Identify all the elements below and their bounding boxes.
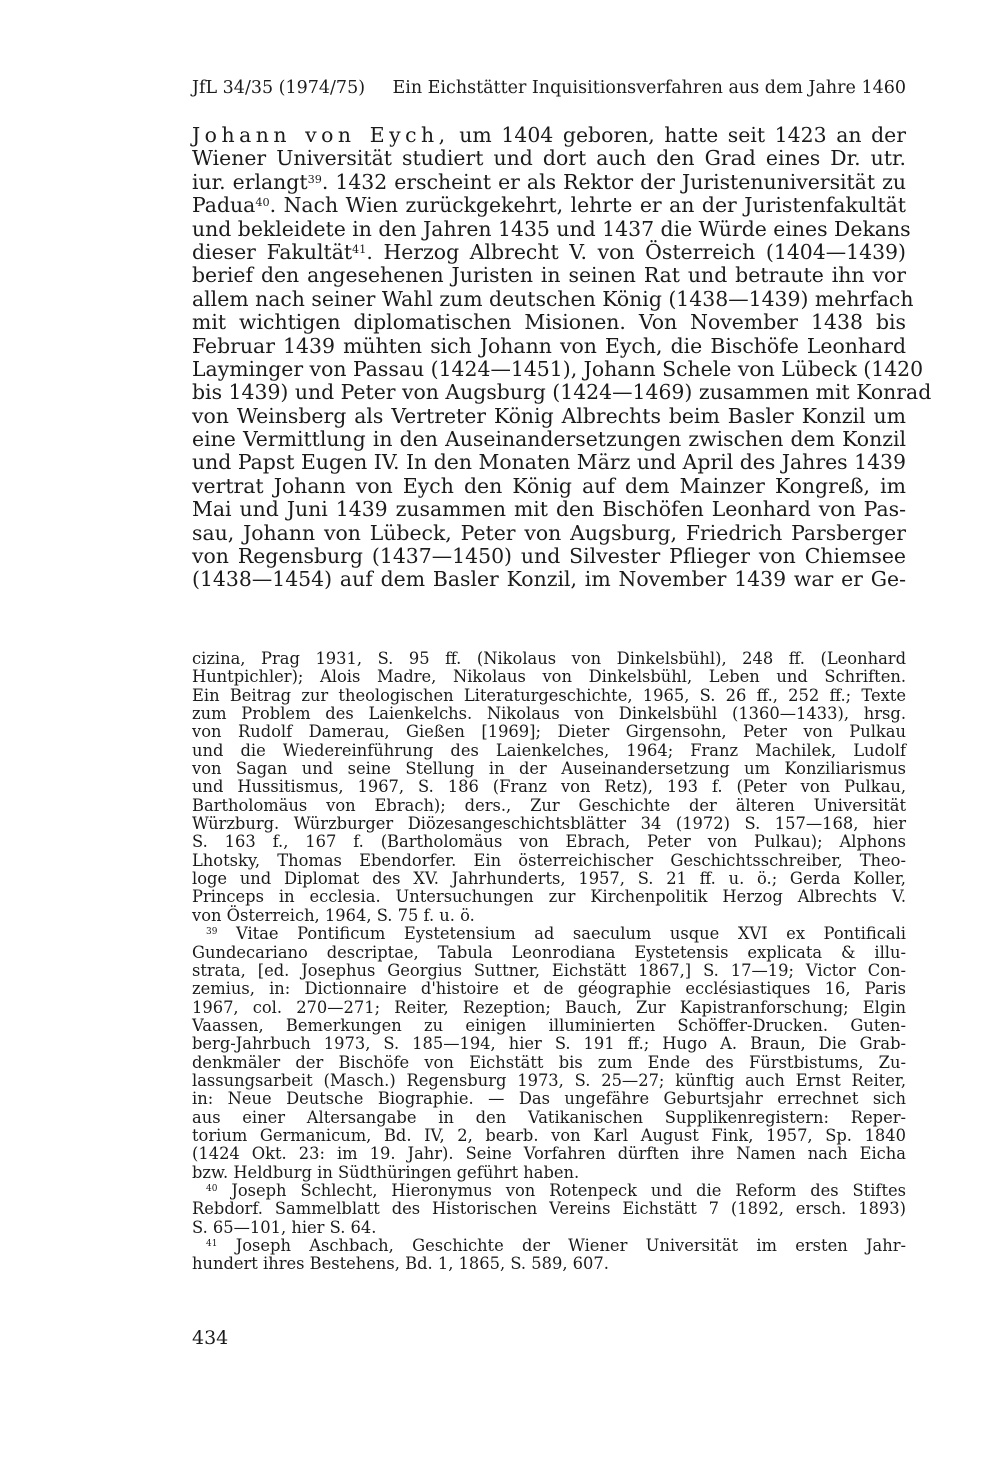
body-line: Layminger von Passau (1424—1451), Johann Schele von Lübeck (1420: [192, 356, 924, 381]
body-line: von Regensburg (1437—1450) und Silvester Pflieger von Chiemsee: [192, 544, 906, 569]
body-line: von Weinsberg als Vertreter König Albrechts beim Basler Konzil um: [192, 403, 906, 428]
footnote-line: und Hussitismus, 1967, S. 186 (Franz von Retz), 193 f. (Peter von Pulkau,: [192, 777, 906, 797]
body-line: iur. erlangt$^{39}$. 1432 erscheint er als Rektor der Juristenuniversität zu: [192, 169, 907, 194]
body-line: mit wichtigen diplomatischen Misionen. Von November 1438 bis: [192, 310, 906, 335]
name-emphasis: Johann von Eych,: [192, 123, 450, 147]
body-line: vertrat Johann von Eych den König auf dem Mainzer Kongreß, im: [192, 473, 906, 498]
body-line: eine Vermittlung in den Auseinandersetzungen zwischen dem Konzil: [192, 427, 906, 452]
footnote-line: S. 65—101, hier S. 64.: [192, 1217, 377, 1237]
body-line: Mai und Juni 1439 zusammen mit den Bischöfen Leonhard von Pas-: [192, 497, 906, 522]
body-line: allem nach seiner Wahl zum deutschen König (1438—1439) mehrfach: [192, 286, 914, 311]
footnote-ref-39[interactable]: 39: [307, 172, 322, 186]
footnote-line: denkmäler der Bischöfe von Eichstätt bis zum Ende des Fürstbistums, Zu-: [192, 1052, 906, 1072]
body-line: berief den angesehenen Juristen in seinen Rat und betraute ihn vor: [192, 263, 906, 288]
article-title: Ein Eichstätter Inquisitionsverfahren aus dem Jahre 1460: [392, 78, 906, 98]
footnote-line: aus einer Altersangabe in den Vatikanischen Supplikenregistern: Reper-: [192, 1107, 906, 1127]
footnote-number-40: 40: [206, 1184, 218, 1195]
footnote-39-first-line: $^{39}$ Vitae Pontificum Eystetensium ad saeculum usque XVI ex Pontificali: [206, 924, 906, 944]
footnote-line: Gundecariano descriptae, Tabula Leonrodiana Eystetensis explicata & illu-: [192, 942, 906, 962]
footnote-line: S. 163 f., 167 f. (Bartholomäus von Ebrach, Peter von Pulkau); Alphons: [192, 832, 906, 852]
footnote-41-first-line: $^{41}$ Joseph Aschbach, Geschichte der Wiener Universität im ersten Jahr-: [206, 1236, 906, 1255]
body-line: Wiener Universität studiert und dort auch den Grad eines Dr. utr.: [192, 146, 906, 171]
footnote-line: torium Germanicum, Bd. IV, 2, bearb. von Karl August Fink, 1957, Sp. 1840: [192, 1125, 906, 1145]
footnote-number-41: 41: [206, 1239, 218, 1250]
footnote-line: Lhotsky, Thomas Ebendorfer. Ein österreichischer Geschichtsschreiber, Theo-: [192, 850, 906, 870]
body-line: bis 1439) und Peter von Augsburg (1424—1469) zusammen mit Konrad: [192, 380, 932, 405]
footnote-line: zum Problem des Laienkelchs. Nikolaus von Dinkelsbühl (1360—1433), hrsg.: [192, 704, 906, 724]
main-body-text: [192, 123, 932, 592]
footnote-line: Würzburg. Würzburger Diözesangeschichtsblätter 34 (1972) S. 157—168, hier: [192, 814, 906, 834]
body-line: (1438—1454) auf dem Basler Konzil, im November 1439 war er Ge-: [192, 567, 906, 592]
footnote-line: lassungsarbeit (Masch.) Regensburg 1973, S. 25—27; künftig auch Ernst Reiter,: [192, 1070, 906, 1090]
footnote-line: bzw. Heldburg in Südthüringen geführt haben.: [192, 1162, 580, 1182]
footnote-line: (1424 Okt. 23: im 19. Jahr). Seine Vorfahren dürften ihre Namen nach Eicha: [192, 1144, 906, 1164]
journal-reference: JfL 34/35 (1974/75): [192, 78, 366, 98]
footnote-line: Bartholomäus von Ebrach); ders., Zur Geschichte der älteren Universität: [192, 795, 906, 815]
footnote-line: Vaassen, Bemerkungen zu einigen illuminierten Schöffer-Drucken. Guten-: [192, 1015, 906, 1035]
footnote-line: 1967, col. 270—271; Reiter, Rezeption; Bauch, Zur Kapistranforschung; Elgin: [192, 997, 906, 1017]
footnote-line: strata, [ed. Josephus Georgius Suttner, Eichstätt 1867,] S. 17—19; Victor Con-: [192, 960, 906, 980]
footnote-line: hundert ihres Bestehens, Bd. 1, 1865, S. 589, 607.: [192, 1254, 609, 1274]
body-line: Padua$^{40}$. Nach Wien zurückgekehrt, lehrte er an der Juristenfakultät: [192, 193, 906, 218]
footnote-line: und die Wiedereinführung des Laienkelches, 1964; Franz Machilek, Ludolf: [192, 740, 906, 760]
footnote-line: in: Neue Deutsche Biographie. — Das ungefähre Geburtsjahr errechnet sich: [192, 1089, 906, 1109]
footnote-line: von Rudolf Damerau, Gießen [1969]; Dieter Girgensohn, Peter von Pulkau: [192, 722, 906, 742]
footnote-ref-41[interactable]: 41: [352, 242, 367, 256]
body-line: Februar 1439 mühten sich Johann von Eych, die Bischöfe Leonhard: [192, 333, 906, 358]
body-line: dieser Fakultät$^{41}$. Herzog Albrecht V. von Österreich (1404—1439): [192, 239, 906, 264]
footnotes-section: [192, 650, 906, 1274]
footnote-number-39: 39: [206, 927, 218, 938]
footnote-line: Princeps in ecclesia. Untersuchungen zur Kirchenpolitik Herzog Albrechts V.: [192, 887, 906, 907]
footnote-line: Rebdorf. Sammelblatt des Historischen Vereins Eichstätt 7 (1892, ersch. 1893): [192, 1199, 906, 1219]
body-line: sau, Johann von Lübeck, Peter von Augsburg, Friedrich Parsberger: [192, 520, 906, 545]
footnote-line: Ein Beitrag zur theologischen Literaturgeschichte, 1965, S. 26 ff., 252 ff.; Texte: [192, 685, 906, 705]
footnote-line: zemius, in: Dictionnaire d'histoire et de géographie ecclésiastiques 16, Paris: [192, 979, 906, 999]
footnote-line: von Sagan und seine Stellung in der Auseinandersetzung um Konziliarismus: [192, 759, 906, 779]
body-line: und Papst Eugen IV. In den Monaten März und April des Jahres 1439: [192, 450, 906, 475]
body-line: und bekleidete in den Jahren 1435 und 1437 die Würde eines Dekans: [192, 216, 911, 241]
footnote-line: cizina, Prag 1931, S. 95 ff. (Nikolaus von Dinkelsbühl), 248 ff. (Leonhard: [192, 649, 906, 668]
footnote-ref-40[interactable]: 40: [255, 196, 270, 210]
footnote-line: loge und Diplomat des XV. Jahrhunderts, 1957, S. 21 ff. u. ö.; Gerda Koller,: [192, 869, 906, 889]
body-line: Johann von Eych, um 1404 geboren, hatte seit 1423 an der: [192, 123, 906, 147]
running-head: [192, 76, 906, 100]
footnote-line: berg-Jahrbuch 1973, S. 185—194, hier S. 191 ff.; Hugo A. Braun, Die Grab-: [192, 1034, 906, 1054]
page-number: 434: [192, 1327, 229, 1349]
footnote-line: von Österreich, 1964, S. 75 f. u. ö.: [192, 905, 475, 925]
footnote-40-first-line: $^{40}$ Joseph Schlecht, Hieronymus von Rotenpeck und die Reform des Stiftes: [206, 1180, 906, 1200]
footnote-line: Huntpichler); Alois Madre, Nikolaus von Dinkelsbühl, Leben und Schriften.: [192, 667, 906, 687]
